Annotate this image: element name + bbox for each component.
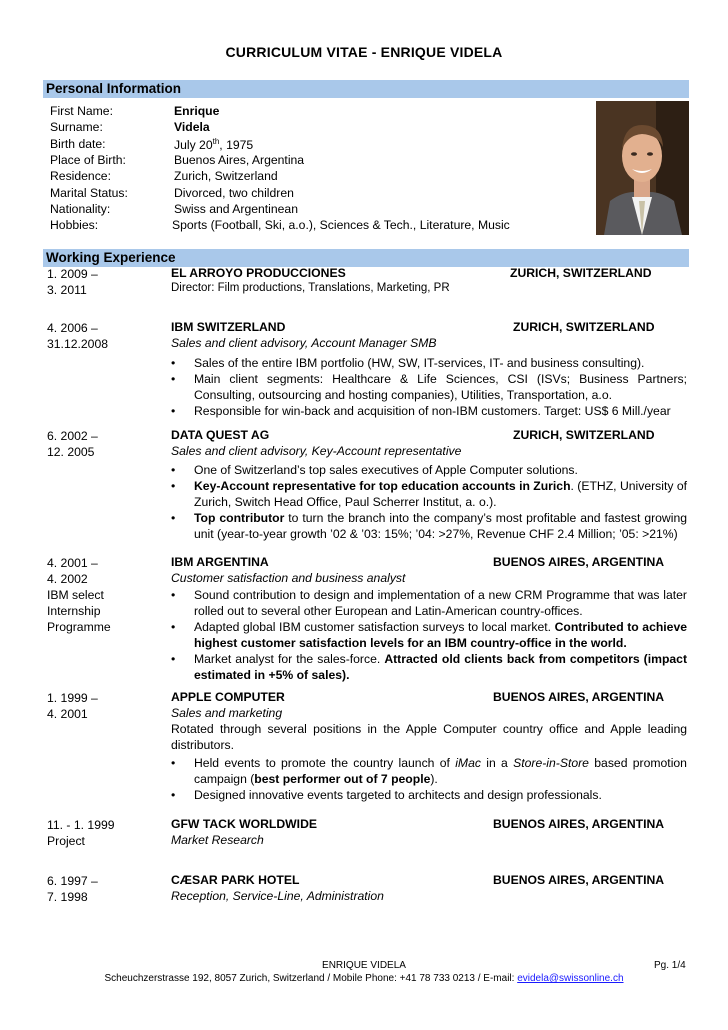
job-location: ZURICH, SWITZERLAND	[513, 428, 655, 442]
field-value: Divorced, two children	[174, 185, 294, 200]
bullet-text: in a	[480, 756, 514, 770]
bullet-item	[171, 619, 687, 651]
bullet-text: to turn the branch into the company’s most profitable and fastest growing unit (year-to-year growth ’02 & ’03: 15%; ’04: >27%, Revenue CHF 2.4 Million; ’05: >21%)	[194, 511, 688, 541]
bullet-item: • One of Switzerland’s top sales executives of Apple Computer solutions.	[171, 462, 687, 478]
bullet-item	[171, 651, 687, 683]
job-date-start: 6. 1997 –	[47, 874, 98, 888]
bullet-item: • Sales of the entire IBM portfolio (HW, SW, IT-services, IT- and business consulting).	[171, 355, 687, 371]
field-label: Birth date:	[50, 136, 106, 151]
job-location: ZURICH, SWITZERLAND	[510, 266, 652, 280]
job-role: Customer satisfaction and business analyst	[171, 571, 406, 585]
field-label: Surname:	[50, 120, 103, 135]
job-description: Director: Film productions, Translations, Marketing, PR	[171, 282, 450, 294]
bullet-italic: Store-in-Store	[513, 756, 589, 770]
bullet-item: • Main client segments: Healthcare & Life Sciences, CSI (ISVs; Business Partners; Consulting, outsourcing and hosting companies), Utilities, Transportation, a.o.	[171, 371, 687, 403]
job-location: BUENOS AIRES, ARGENTINA	[493, 690, 665, 704]
job-location: BUENOS AIRES, ARGENTINA	[493, 555, 665, 569]
footer-address	[0, 973, 728, 984]
job-date-end: 3. 2011	[47, 283, 87, 297]
bullet-text: Market analyst for the sales-force.	[194, 652, 385, 666]
job-bullets	[171, 755, 687, 803]
bullet-item	[171, 755, 687, 787]
bullet-emphasis: Attracted old clients back from competitors (impact estimated in +5% of sales).	[194, 652, 687, 682]
job-company: DATA QUEST AG	[171, 428, 270, 442]
job-company: CÆSAR PARK HOTEL	[171, 873, 300, 887]
field-value: Sports (Football, Ski, a.o.), Sciences & Tech., Literature, Music	[172, 218, 510, 233]
job-date-end: 4. 2002	[47, 572, 88, 586]
job-date-start: 11. - 1. 1999	[47, 818, 115, 832]
bullet-text: Adapted global IBM customer satisfaction surveys to local market.	[194, 620, 555, 634]
field-value: Zurich, Switzerland	[174, 169, 278, 184]
field-label: Place of Birth:	[50, 152, 126, 167]
birth-date-suffix: th	[212, 136, 220, 146]
job-role: Reception, Service-Line, Administration	[171, 889, 384, 903]
job-company: APPLE COMPUTER	[171, 690, 285, 704]
job-paragraph: Rotated through several positions in the Apple Computer country office and Apple leading distributors.	[171, 722, 687, 752]
field-value: Videla	[174, 120, 210, 135]
field-value: Buenos Aires, Argentina	[174, 152, 305, 167]
job-date-start: 4. 2006 –	[47, 321, 98, 335]
bullet-emphasis: Contributed to achieve highest customer satisfaction levels for an IBM country-office in the world.	[194, 620, 688, 650]
bullet-italic: iMac	[455, 756, 481, 770]
bullet-emphasis: best performer out of 7 people	[254, 772, 431, 786]
working-experience-header: Working Experience	[43, 249, 689, 267]
field-label: Nationality:	[50, 201, 111, 216]
footer-name: ENRIQUE VIDELA	[322, 960, 406, 971]
job-date-start: 4. 2001 –	[47, 556, 98, 570]
bullet-item	[171, 510, 687, 542]
bullet-item: • Responsible for win-back and acquisition of non-IBM customers. Target: US$ 6 Mill./year	[171, 403, 687, 419]
job-date-start: 1. 1999 –	[47, 691, 98, 705]
field-label: Marital Status:	[50, 185, 128, 200]
email-link[interactable]: evidela@swissonline.ch	[517, 973, 624, 984]
field-value: Swiss and Argentinean	[174, 201, 298, 216]
personal-info-header: Personal Information	[43, 80, 689, 98]
job-bullets	[171, 587, 687, 683]
bullet-text: ).	[430, 772, 438, 786]
job-bullets	[171, 355, 687, 419]
job-role: Sales and client advisory, Account Manager SMB	[171, 336, 437, 350]
job-date-end: 7. 1998	[47, 890, 88, 904]
job-role: Sales and client advisory, Key-Account representative	[171, 444, 462, 458]
job-date-start: 6. 2002 –	[47, 429, 98, 443]
job-bullets	[171, 462, 687, 542]
job-role: Sales and marketing	[171, 706, 283, 720]
bullet-emphasis: Top contributor	[194, 511, 285, 525]
field-label: Residence:	[50, 169, 111, 184]
bullet-item: • Sound contribution to design and implementation of a new CRM Programme that was later rolled out to several other European and Latin-American country-offices.	[171, 587, 687, 619]
job-date-end: 4. 2001	[47, 707, 88, 721]
birth-date-text: , 1975	[219, 137, 254, 152]
job-program: Programme	[47, 620, 111, 634]
job-location: BUENOS AIRES, ARGENTINA	[493, 873, 665, 887]
job-location: ZURICH, SWITZERLAND	[513, 320, 655, 334]
field-label: Hobbies:	[50, 218, 99, 233]
job-company: IBM SWITZERLAND	[171, 320, 286, 334]
field-value: Enrique	[174, 104, 220, 118]
footer-contact: Scheuchzerstrasse 192, 8057 Zurich, Switzerland / Mobile Phone: +41 78 733 0213 / E-mail:	[104, 973, 518, 984]
job-date-start: 1. 2009 –	[47, 267, 98, 281]
profile-photo	[596, 101, 689, 235]
bullet-item: • Designed innovative events targeted to architects and design professionals.	[171, 787, 687, 803]
job-program: IBM select	[47, 588, 104, 602]
bullet-text: . (ETHZ, University of Zurich, Switch Head Office, Paul Scherrer Institut, a. o.).	[194, 479, 688, 509]
job-company: IBM ARGENTINA	[171, 555, 269, 569]
document-title: CURRICULUM VITAE - ENRIQUE VIDELA	[225, 44, 503, 60]
field-label: First Name:	[50, 104, 113, 118]
portrait-image	[596, 101, 689, 235]
bullet-text: Held events to promote the country launch of	[194, 756, 456, 770]
birth-date-text: July 20	[174, 137, 213, 152]
job-company: GFW TACK WORLDWIDE	[171, 817, 317, 831]
job-date-end: 31.12.2008	[47, 337, 108, 351]
job-location: BUENOS AIRES, ARGENTINA	[493, 817, 665, 831]
bullet-emphasis: Key-Account representative for top education accounts in Zurich	[194, 479, 571, 493]
job-type: Project	[47, 834, 85, 848]
job-company: EL ARROYO PRODUCCIONES	[171, 266, 346, 280]
job-date-end: 12. 2005	[47, 445, 95, 459]
job-program: Internship	[47, 604, 101, 618]
bullet-text: based promotion campaign (	[194, 756, 687, 786]
field-value	[174, 137, 253, 152]
bullet-item	[171, 478, 687, 510]
job-role: Market Research	[171, 833, 264, 847]
page-number: Pg. 1/4	[654, 960, 686, 971]
